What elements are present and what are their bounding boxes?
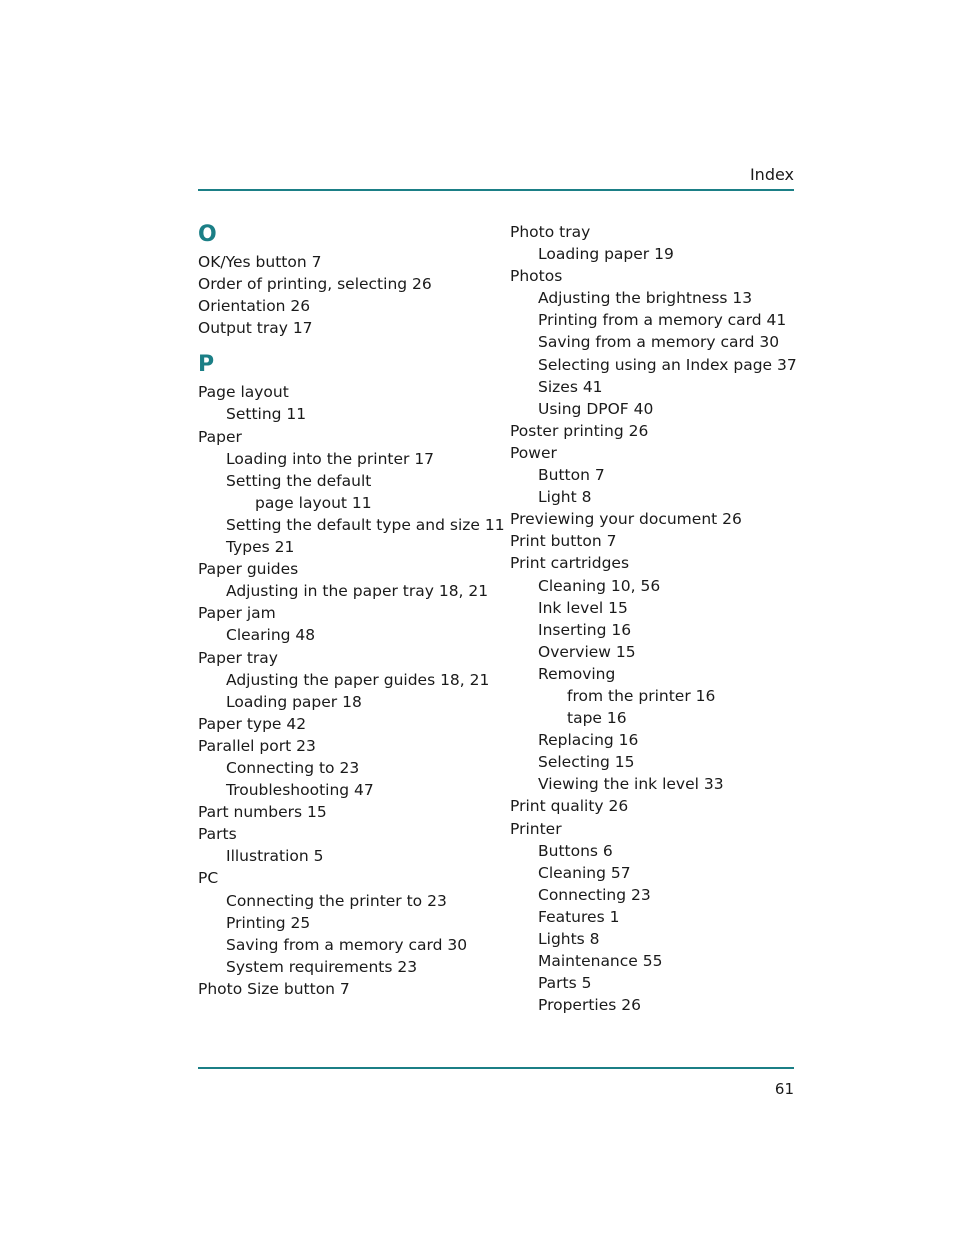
index-subsubentry: page layout 11: [255, 493, 372, 512]
index-entry: Photo tray: [510, 223, 591, 241]
index-subentry: Types 21: [226, 538, 295, 557]
index-subentry: Ink level 15: [538, 598, 628, 617]
index-entry: Order of printing, selecting 26: [198, 275, 432, 294]
index-subentry: Adjusting the paper guides 18, 21: [226, 670, 490, 689]
index-subentry: Lights 8: [538, 930, 600, 948]
index-subentry: Loading paper 19: [538, 245, 674, 264]
index-subentry: Printing from a memory card 41: [538, 311, 787, 330]
index-subentry: Features 1: [538, 907, 620, 926]
index-entry: Power: [510, 443, 557, 462]
index-column-right: [510, 221, 810, 1016]
index-subentry: Using DPOF 40: [538, 399, 654, 418]
index-entry: Page layout: [198, 383, 289, 402]
index-subentry: Button 7: [538, 466, 605, 485]
index-subentry: Properties 26: [538, 996, 641, 1015]
index-entry: Paper: [198, 427, 242, 446]
index-subentry: Illustration 5: [226, 847, 324, 866]
index-entry: Orientation 26: [198, 297, 311, 316]
index-entry: Photo Size button 7: [198, 979, 350, 998]
index-subentry: Connecting 23: [538, 885, 651, 904]
index-subentry: Cleaning 57: [538, 863, 631, 882]
index-subentry: Loading into the printer 17: [226, 449, 435, 468]
section-letter-p: P: [198, 352, 215, 378]
index-subentry: Adjusting the brightness 13: [538, 289, 753, 308]
index-subentry: Setting the default type and size 11: [226, 515, 505, 534]
index-entry: OK/Yes button 7: [198, 253, 322, 271]
index-subentry: Removing: [538, 664, 616, 683]
footer-rule: [198, 1067, 794, 1069]
index-entry: Parts: [198, 825, 237, 844]
index-subentry: Parts 5: [538, 974, 592, 993]
index-subentry: Setting 11: [226, 405, 307, 424]
index-subentry: Replacing 16: [538, 731, 639, 750]
index-subentry: Cleaning 10, 56: [538, 576, 661, 595]
index-entry: Print quality 26: [510, 797, 629, 816]
index-entry: Part numbers 15: [198, 803, 327, 822]
index-subentry: Setting the default: [226, 471, 372, 490]
index-entry: Printer: [510, 819, 562, 838]
index-entry: Print cartridges: [510, 554, 630, 573]
index-entry: Paper jam: [198, 604, 276, 623]
index-subentry: Buttons 6: [538, 841, 613, 860]
index-subentry: Overview 15: [538, 642, 636, 661]
index-subentry: Sizes 41: [538, 377, 603, 396]
index-entry: Poster printing 26: [510, 421, 649, 440]
index-subentry: Inserting 16: [538, 620, 632, 639]
index-subsubentry: from the printer 16: [567, 686, 716, 705]
index-entry: Output tray 17: [198, 319, 313, 338]
index-subentry: Printing 25: [226, 913, 311, 932]
index-subentry: Adjusting in the paper tray 18, 21: [226, 582, 489, 601]
index-subentry: Loading paper 18: [226, 692, 362, 711]
index-subentry: Troubleshooting 47: [226, 781, 374, 800]
index-entry: Paper type 42: [198, 714, 307, 733]
section-spacer: [198, 339, 498, 351]
index-subentry: System requirements 23: [226, 957, 418, 976]
header-rule: [198, 189, 794, 191]
index-subentry: Maintenance 55: [538, 952, 663, 971]
index-subentry: Connecting to 23: [226, 758, 360, 777]
index-subsubentry: tape 16: [567, 709, 627, 728]
index-entry: Paper tray: [198, 648, 278, 667]
index-entry: Previewing your document 26: [510, 510, 742, 529]
index-subentry: Viewing the ink level 33: [538, 775, 724, 794]
index-subentry: Selecting using an Index page 37: [538, 355, 797, 374]
index-entry: PC: [198, 869, 219, 888]
section-letter-o: O: [198, 222, 217, 247]
index-subentry: Clearing 48: [226, 626, 316, 645]
index-entry: Parallel port 23: [198, 736, 316, 755]
index-entry: Print button 7: [510, 532, 617, 551]
index-subentry: Connecting the printer to 23: [226, 891, 447, 910]
index-subentry: Saving from a memory card 30: [226, 935, 468, 954]
index-column-left: [198, 221, 505, 1000]
running-header: Index: [749, 165, 794, 184]
index-subentry: Selecting 15: [538, 753, 635, 772]
index-entry: Photos: [510, 267, 563, 286]
page-number: 61: [774, 1080, 794, 1098]
index-entry: Paper guides: [198, 560, 299, 579]
index-subentry: Saving from a memory card 30: [538, 333, 780, 352]
index-subentry: Light 8: [538, 488, 592, 507]
